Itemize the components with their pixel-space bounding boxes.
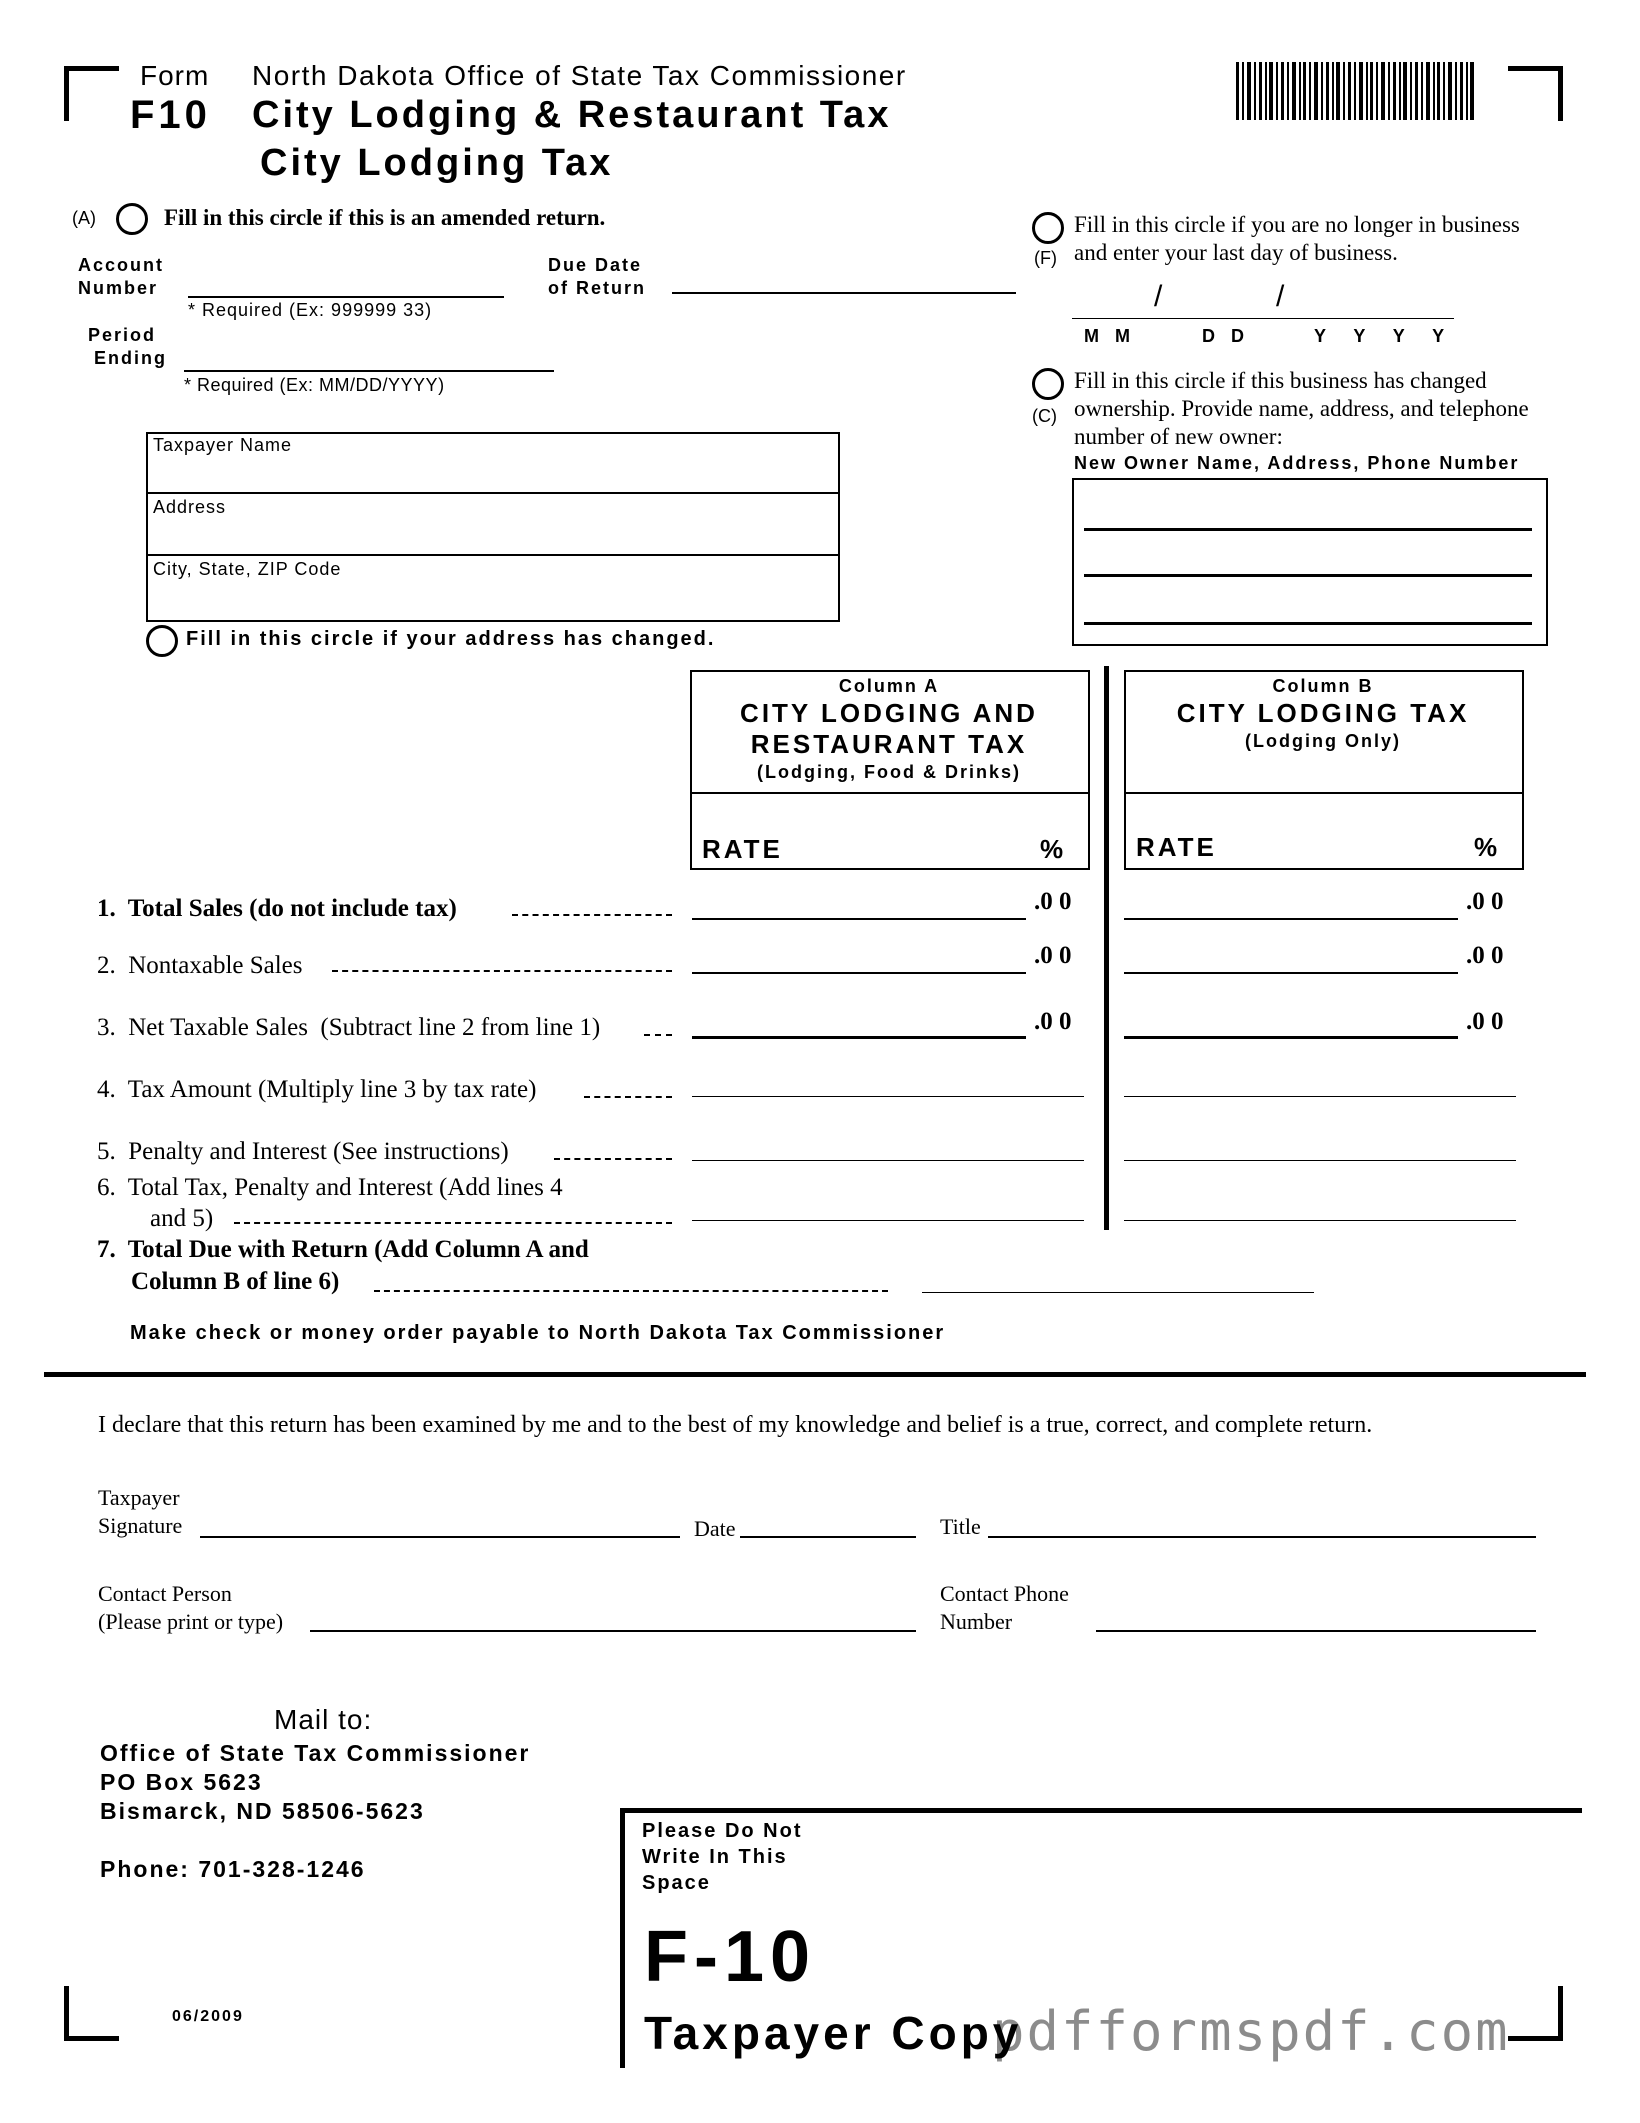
last-day-line — [1072, 318, 1454, 319]
due-date-input[interactable] — [674, 264, 1014, 290]
amended-letter: (A) — [72, 208, 96, 228]
agency-name: North Dakota Office of State Tax Commissioner — [252, 60, 907, 91]
form-label: Form — [140, 60, 210, 91]
column-b-rate-label: RATE — [1136, 832, 1217, 862]
line-5-col-b-line — [1124, 1160, 1516, 1161]
taxpayer-signature-line — [200, 1536, 680, 1538]
column-b-title: CITY LODGING TAX — [1176, 698, 1470, 728]
account-number-label: Account Number — [78, 255, 164, 298]
column-a-small-label: Column A — [838, 676, 940, 696]
contact-person-line — [310, 1630, 916, 1632]
contact-phone-label: Contact Phone Number — [940, 1581, 1069, 1634]
declaration-text: I declare that this return has been examined by me and to the best of my knowledge and belief is a true, correct, and complete return. — [98, 1412, 1373, 1438]
office-use-notice: Please Do Not Write In This Space — [642, 1820, 803, 1894]
line-4-label: 4. Tax Amount (Multiply line 3 by tax rate) — [97, 1076, 537, 1103]
corner-mark-top-right — [1508, 66, 1563, 121]
day-format-label: D D — [1202, 326, 1246, 346]
watermark-text: pdfformspdf.com — [992, 2000, 1510, 2063]
line-6-label-2: and 5) — [150, 1205, 214, 1232]
amended-return-circle[interactable] — [116, 203, 148, 235]
address-input[interactable] — [154, 522, 830, 550]
due-date-label: Due Date of Return — [548, 255, 646, 298]
office-use-box-top — [620, 1808, 1582, 1813]
address-changed-label: Fill in this circle if your address has changed. — [186, 628, 716, 650]
line-3-label: 3. Net Taxable Sales (Subtract line 2 from line 1) — [97, 1014, 601, 1041]
period-ending-hint: * Required (Ex: MM/DD/YYYY) — [184, 375, 445, 395]
corner-mark-bottom-left — [64, 1986, 119, 2041]
column-a-title-2: RESTAURANT TAX — [750, 729, 1028, 759]
line-3-col-a-cents: .0 0 — [1034, 1008, 1072, 1035]
no-longer-letter: (F) — [1034, 248, 1057, 268]
line-4-col-a-input[interactable] — [694, 1068, 1082, 1094]
column-a-title-1: CITY LODGING AND — [740, 698, 1038, 728]
line-5-col-b-input[interactable] — [1126, 1132, 1514, 1158]
taxpayer-box-divider-2 — [146, 554, 838, 556]
line-1-col-a-cents: .0 0 — [1034, 888, 1072, 915]
column-a-subtitle: (Lodging, Food & Drinks) — [757, 762, 1021, 782]
due-date-line — [672, 292, 1016, 294]
mail-address-line-2: PO Box 5623 — [100, 1769, 263, 1795]
line-5-col-a-line — [692, 1160, 1084, 1161]
line-4-leader — [584, 1096, 672, 1098]
barcode-image — [1236, 62, 1474, 120]
taxpayer-name-label: Taxpayer Name — [153, 435, 293, 455]
no-longer-in-business-circle[interactable] — [1032, 212, 1064, 244]
line-3-col-a-line — [692, 1036, 1026, 1039]
line-3-col-b-line — [1124, 1036, 1458, 1039]
form-title: City Lodging & Restaurant Tax — [252, 94, 892, 136]
new-owner-address-input[interactable] — [1086, 542, 1530, 572]
line-6-col-b-line — [1124, 1220, 1516, 1221]
mail-phone: Phone: 701-328-1246 — [100, 1856, 366, 1882]
corner-mark-bottom-right — [1508, 1986, 1563, 2041]
date-line — [740, 1536, 916, 1538]
contact-phone-input[interactable] — [1098, 1602, 1534, 1628]
line-4-col-a-line — [692, 1096, 1084, 1097]
column-b-rate-input[interactable] — [1234, 830, 1464, 860]
line-6-col-b-input[interactable] — [1126, 1192, 1514, 1218]
line-3-col-b-cents: .0 0 — [1466, 1008, 1504, 1035]
column-a-rate-input[interactable] — [800, 832, 1030, 862]
account-number-hint: * Required (Ex: 999999 33) — [188, 300, 433, 320]
new-owner-line-1 — [1084, 528, 1532, 531]
mail-address-line-1: Office of State Tax Commissioner — [100, 1740, 531, 1766]
changed-ownership-line2: ownership. Provide name, address, and telephone — [1074, 396, 1529, 421]
contact-phone-line — [1096, 1630, 1536, 1632]
period-ending-label: Period Ending — [88, 325, 167, 368]
account-number-line — [188, 296, 504, 298]
line-1-col-b-input[interactable] — [1126, 890, 1456, 916]
period-ending-line — [184, 370, 554, 372]
account-number-input[interactable] — [190, 268, 502, 294]
changed-ownership-line1: Fill in this circle if this business has changed — [1074, 368, 1487, 393]
line-1-label: 1. Total Sales (do not include tax) — [97, 895, 457, 922]
line-1-col-b-cents: .0 0 — [1466, 888, 1504, 915]
line-2-label: 2. Nontaxable Sales — [97, 952, 303, 979]
line-4-col-b-input[interactable] — [1126, 1068, 1514, 1094]
office-use-box-left — [620, 1808, 625, 2068]
column-b-percent: % — [1474, 832, 1498, 862]
taxpayer-signature-input[interactable] — [202, 1508, 678, 1534]
line-3-leader — [644, 1034, 672, 1036]
line-2-col-a-line — [692, 972, 1026, 974]
line-3-col-a-input[interactable] — [694, 1008, 1024, 1034]
contact-person-label: Contact Person (Please print or type) — [98, 1581, 284, 1634]
column-a-rate-label: RATE — [702, 834, 783, 864]
new-owner-phone-input[interactable] — [1086, 590, 1530, 620]
line-2-col-a-input[interactable] — [694, 944, 1024, 970]
contact-person-input[interactable] — [312, 1602, 914, 1628]
last-day-month-input[interactable] — [1080, 286, 1160, 314]
line-6-label-1: 6. Total Tax, Penalty and Interest (Add lines 4 — [97, 1174, 563, 1201]
signature-date-input[interactable] — [742, 1508, 914, 1534]
new-owner-name-input[interactable] — [1086, 496, 1530, 526]
mail-to-heading: Mail to: — [274, 1704, 373, 1735]
form-subtitle: City Lodging Tax — [260, 142, 614, 184]
revision-date: 06/2009 — [172, 2008, 244, 2025]
new-owner-label: New Owner Name, Address, Phone Number — [1074, 453, 1520, 473]
line-2-col-a-cents: .0 0 — [1034, 942, 1072, 969]
title-label: Title — [940, 1514, 981, 1539]
line-6-leader — [234, 1222, 672, 1224]
line-1-leader — [512, 914, 672, 916]
taxpayer-signature-label: Taxpayer Signature — [98, 1485, 183, 1538]
address-changed-circle[interactable] — [146, 625, 178, 657]
date-slash-2: / — [1276, 280, 1285, 313]
date-label: Date — [694, 1516, 736, 1541]
changed-ownership-line3: number of new owner: — [1074, 424, 1283, 449]
title-input[interactable] — [990, 1508, 1534, 1534]
date-slash-1: / — [1154, 280, 1163, 313]
line-4-col-b-line — [1124, 1096, 1516, 1097]
line-6-col-a-line — [692, 1220, 1084, 1221]
column-separator — [1104, 666, 1109, 1230]
period-ending-input[interactable] — [186, 342, 552, 368]
office-form-number: F-10 — [644, 1917, 817, 1997]
line-1-col-a-line — [692, 918, 1026, 920]
month-format-label: M M — [1084, 326, 1132, 346]
title-line — [988, 1536, 1536, 1538]
line-2-col-b-line — [1124, 972, 1458, 974]
line-2-col-b-input[interactable] — [1126, 944, 1456, 970]
changed-ownership-letter: (C) — [1032, 406, 1057, 426]
payable-instruction: Make check or money order payable to North Dakota Tax Commissioner — [130, 1322, 946, 1344]
column-b-subtitle: (Lodging Only) — [1245, 731, 1401, 751]
line-6-col-a-input[interactable] — [694, 1192, 1082, 1218]
taxpayer-name-input[interactable] — [154, 460, 830, 488]
address-label: Address — [153, 497, 227, 517]
section-separator — [44, 1372, 1586, 1377]
changed-ownership-circle[interactable] — [1032, 368, 1064, 400]
column-b-header-divider — [1124, 792, 1522, 794]
line-7-total-line — [922, 1292, 1314, 1293]
city-state-zip-label: City, State, ZIP Code — [153, 559, 342, 579]
line-5-label: 5. Penalty and Interest (See instructions) — [97, 1138, 509, 1165]
last-day-year-input[interactable] — [1300, 286, 1450, 314]
city-state-zip-input[interactable] — [154, 584, 830, 612]
line-2-col-b-cents: .0 0 — [1466, 942, 1504, 969]
column-a-header-divider — [690, 792, 1088, 794]
line-3-col-b-input[interactable] — [1126, 1008, 1456, 1034]
last-day-day-input[interactable] — [1200, 286, 1276, 314]
line-7-label-1: 7. Total Due with Return (Add Column A and — [97, 1236, 589, 1263]
line-7-total-input[interactable] — [924, 1264, 1312, 1290]
line-1-col-a-input[interactable] — [694, 890, 1024, 916]
line-5-leader — [554, 1158, 672, 1160]
column-b-small-label: Column B — [1272, 676, 1374, 696]
line-2-leader — [332, 970, 672, 972]
line-7-label-2: Column B of line 6) — [131, 1268, 340, 1295]
line-7-leader — [374, 1290, 888, 1292]
mail-address-line-3: Bismarck, ND 58506-5623 — [100, 1798, 425, 1824]
no-longer-in-business-line1: Fill in this circle if you are no longer in business — [1074, 212, 1520, 237]
line-1-col-b-line — [1124, 918, 1458, 920]
no-longer-in-business-line2: and enter your last day of business. — [1074, 240, 1398, 265]
new-owner-line-2 — [1084, 574, 1532, 577]
new-owner-line-3 — [1084, 622, 1532, 625]
taxpayer-copy-label: Taxpayer Copy — [644, 2007, 1023, 2059]
year-format-label: Y Y Y Y — [1314, 326, 1451, 346]
line-5-col-a-input[interactable] — [694, 1132, 1082, 1158]
amended-return-label: Fill in this circle if this is an amended return. — [164, 205, 606, 230]
corner-mark-top-left — [64, 66, 119, 121]
taxpayer-box-divider-1 — [146, 492, 838, 494]
form-number: F10 — [130, 93, 211, 137]
column-a-percent: % — [1040, 834, 1064, 864]
